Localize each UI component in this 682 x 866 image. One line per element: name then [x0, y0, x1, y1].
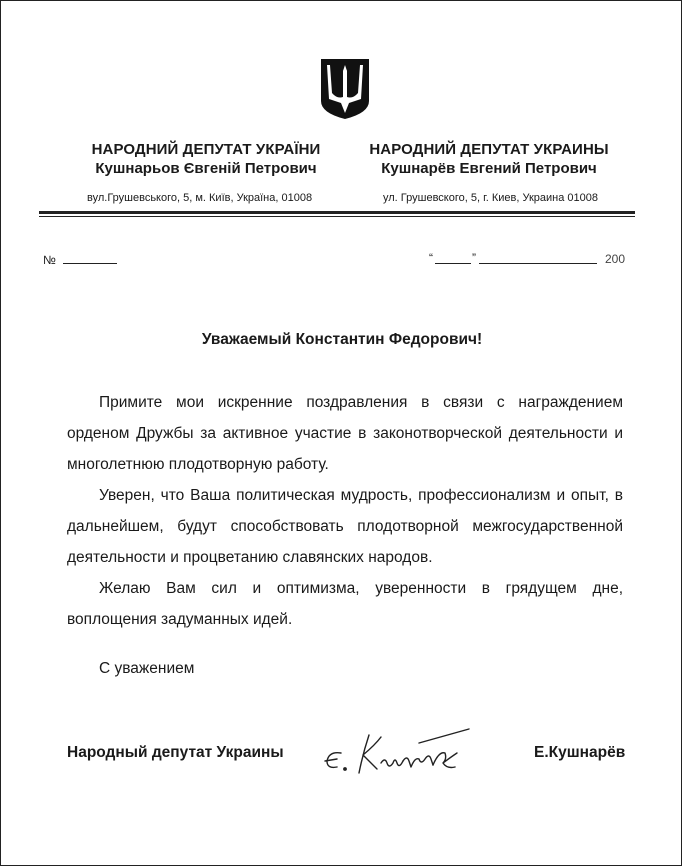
date-year-prefix: 200	[605, 252, 626, 266]
body-paragraph: Желаю Вам сил и оптимизма, уверенности в грядущем дне, воплощения задуманных идей.	[67, 580, 623, 628]
letterhead-right-name: Кушнарёв Евгений Петрович	[381, 160, 597, 177]
letterhead-left-address: вул.Грушевського, 5, м. Київ, Україна, 01008	[87, 192, 313, 204]
letterhead-left-name: Кушнарьов Євгеній Петрович	[95, 160, 317, 177]
letterhead-divider-thin	[39, 216, 635, 217]
letterhead-right-title: НАРОДНИЙ ДЕПУТАТ УКРАИНЫ	[369, 141, 609, 158]
signatory-name: Е.Кушнарёв	[534, 744, 626, 761]
body-paragraph: Примите мои искренние поздравления в связи с награждением орденом Дружбы за активное участие в законотворческой деятельности и многолетнюю плодотворную работу.	[67, 394, 623, 473]
letter-body	[67, 387, 623, 635]
letterhead-right	[369, 141, 609, 177]
body-paragraph: Уверен, что Ваша политическая мудрость, профессионализм и опыт, в дальнейшем, будут способствовать плодотворной межгосударственной деятельности и процветанию славянских народов.	[67, 487, 623, 566]
date-day-blank	[435, 263, 471, 264]
date-close-quote: ”	[472, 251, 476, 265]
letterhead-left-title: НАРОДНИЙ ДЕПУТАТ УКРАЇНИ	[91, 141, 321, 158]
letterhead-divider-thick	[39, 211, 635, 214]
reference-number-blank	[63, 263, 117, 264]
closing-phrase: С уважением	[99, 660, 195, 677]
date-month-blank	[479, 263, 597, 264]
letterhead-right-address: ул. Грушевского, 5, г. Киев, Украина 01008	[383, 192, 598, 204]
reference-number-label: №	[43, 253, 56, 267]
letterhead-left	[71, 141, 341, 177]
signatory-title: Народный депутат Украины	[67, 744, 284, 761]
salutation: Уважаемый Константин Федорович!	[201, 331, 483, 348]
date-open-quote: “	[429, 251, 433, 265]
handwritten-signature	[319, 723, 491, 787]
trident-emblem-icon	[319, 57, 371, 121]
